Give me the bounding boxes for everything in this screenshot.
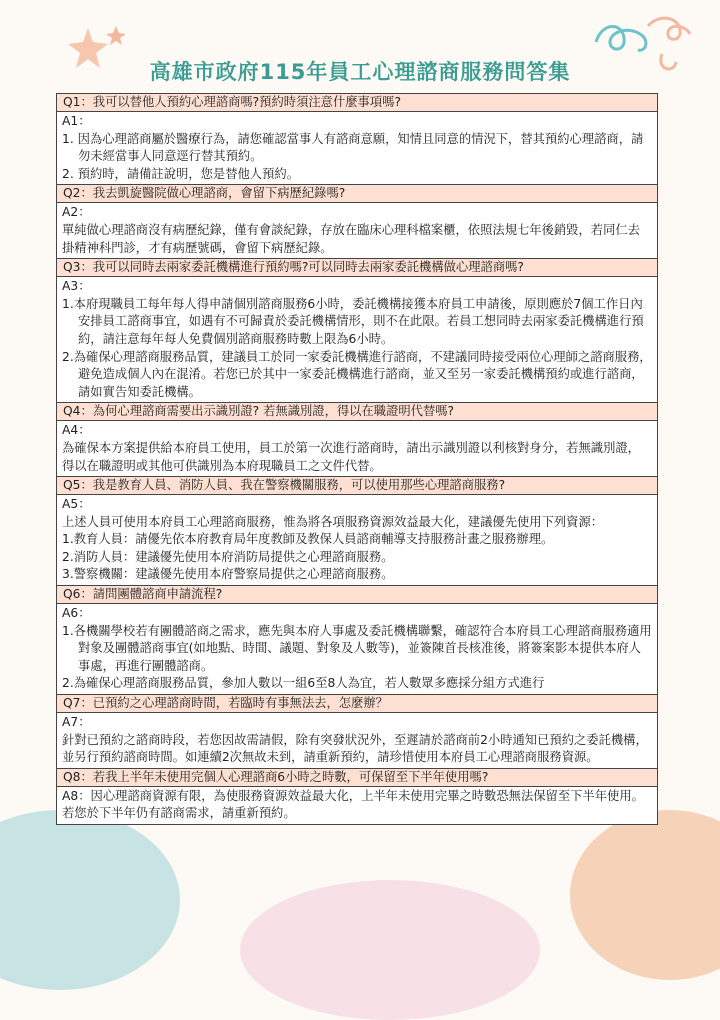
question-8: Q8：若我上半年未使用完個人心理諮商6小時之時數，可保留至下半年使用嗎? [57,769,657,787]
answer-line: 3.警察機關：建議優先使用本府警察局提供之心理諮商服務。 [62,567,394,582]
answer-text: 因心理諮商資源有限，為使服務資源效益最大化，上半年未使用完畢之時數恐無法保留至下半年使用。若您於下半年仍有諮商需求，請重新預約。 [62,788,644,821]
answer-label: A6： [62,606,91,621]
answer-line: 1.本府現職員工每年每人得申請個別諮商服務6小時，委託機構接獲本府員工申請後，原則應於7個工作日內安排員工諮商事宜，如遇有不可歸責於委託機構情形，則不在此限。若員工想同時去兩家委託機構進行預約，請注意每年每人免費個別諮商服務時數上限為6小時。 [62,296,644,346]
answer-6 [57,604,657,695]
answer-line: 1.教育人員：請優先依本府教育局年度教師及教保人員諮商輔導支持服務計畫之服務辦理。 [62,532,554,547]
question-2: Q2：我去凱旋醫院做心理諮商，會留下病歷紀錄嗎? [57,185,657,203]
answer-8 [57,787,657,824]
answer-line: 1.各機關學校若有團體諮商之需求，應先與本府人事處及委託機構聯繫，確認符合本府員工心理諮商服務適用對象及團體諮商事宜(如地點、時間、議題、對象及人數等)，並簽陳首長核准後，將簽案影本提供本府人事處，再進行團體諮商。 [62,623,652,673]
answer-label: A3： [62,279,91,294]
question-5: Q5：我是教育人員、消防人員、我在警察機關服務，可以使用那些心理諮商服務? [57,477,657,495]
decorative-blob-right [570,810,720,980]
answer-5 [57,495,657,586]
answer-line: 上述人員可使用本府員工心理諮商服務，惟為將各項服務資源效益最大化，建議優先使用下列資源： [62,514,604,529]
answer-label: A2： [62,205,91,220]
question-4: Q4：為何心理諮商需要出示識別證? 若無識別證，得以在職證明代替嗎? [57,403,657,421]
question-3: Q3：我可以同時去兩家委託機構進行預約嗎?可以同時去兩家委託機構做心理諮商嗎? [57,259,657,277]
answer-7 [57,713,657,769]
answer-2 [57,203,657,259]
answer-label: A7： [62,715,91,730]
page-title: 高雄市政府115年員工心理諮商服務問答集 [149,60,571,84]
decorative-blob-left [0,810,180,990]
question-6: Q6：請問團體諮商申請流程? [57,586,657,604]
answer-4 [57,421,657,477]
answer-label: A8： [62,788,91,803]
answer-line: 2.為確保心理諮商服務品質，建議員工於同一家委託機構進行諮商，不建議同時接受兩位心理師之諮商服務，避免造成個人內在混淆。若您已於其中一家委託機構進行諮商，並又至另一家委託機構預約或進行諮商，請如實告知委託機構。 [62,349,652,399]
answer-label: A5： [62,497,91,512]
decorative-blob-middle [240,880,540,1020]
answer-line: 2.消防人員：建議優先使用本府消防局提供之心理諮商服務。 [62,549,394,564]
answer-line [62,788,652,823]
question-7: Q7：已預約之心理諮商時間，若臨時有事無法去，怎麼辦？ [57,695,657,713]
answer-line: 為確保本方案提供給本府員工使用，員工於第一次進行諮商時，請出示識別證以利核對身分，若無識別證，得以在職證明或其他可供識別為本府現職員工之文件代替。 [62,440,640,473]
question-1: Q1：我可以替他人預約心理諮商嗎?預約時須注意什麼事項嗎? [57,94,657,112]
answer-label: A4： [62,423,91,438]
answer-line: 單純做心理諮商沒有病歷紀錄，僅有會談紀錄，存放在臨床心理科檔案櫃，依照法規七年後銷毀，若同仁去掛精神科門診，才有病歷號碼，會留下病歷紀錄。 [62,222,640,255]
answer-line: 2.為確保心理諮商服務品質，參加人數以一組6至8人為宜，若人數眾多應採分組方式進行 [62,676,545,691]
answer-line: 2. 預約時，請備註說明，您是替他人預約。 [62,166,299,181]
answer-line: 1. 因為心理諮商屬於醫療行為，請您確認當事人有諮商意願，知情且同意的情況下，替其預約心理諮商，請勿未經當事人同意逕行替其預約。 [62,131,644,164]
answer-1 [57,112,657,185]
answer-line: 針對已預約之諮商時段，若您因故需請假，除有突發狀況外，至遲請於諮商前2小時通知已預約之委託機構，並另行預約諮商時間。如連續2次無故未到，請重新預約，請珍惜使用本府員工心理諮商服務資源。 [62,732,648,765]
qa-table [56,93,658,825]
answer-3 [57,277,657,403]
answer-label: A1： [62,114,91,128]
